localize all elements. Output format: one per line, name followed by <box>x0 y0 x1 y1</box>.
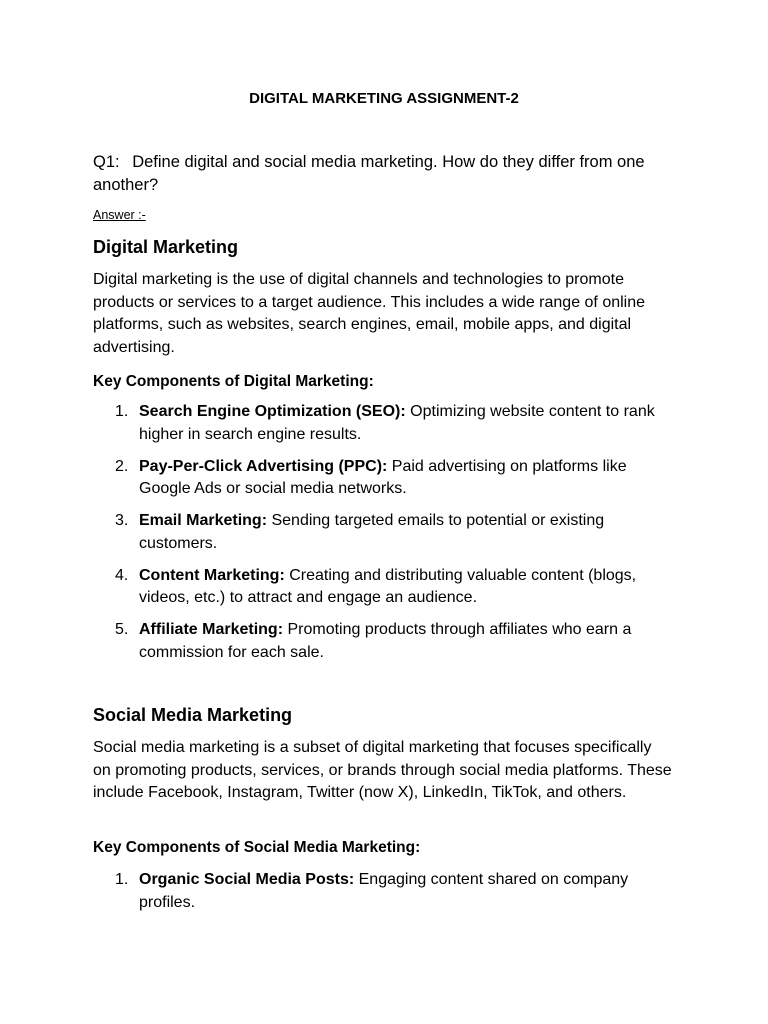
digital-marketing-paragraph: Digital marketing is the use of digital channels and technologies to promote products or services to a target audience. This includes a wide range of online platforms, such as websites, search engines, email, mobile apps, and digital advertising. <box>93 271 646 356</box>
digital-marketing-heading: Digital Marketing <box>93 237 239 257</box>
list-item <box>93 619 673 664</box>
list-item <box>93 510 673 555</box>
list-item-description: Promoting products through affiliates who earn a commission for each sale. <box>139 621 632 661</box>
list-item-term: Search Engine Optimization (SEO): <box>139 403 406 420</box>
document-title: DIGITAL MARKETING ASSIGNMENT-2 <box>249 90 519 107</box>
list-item <box>93 869 673 914</box>
list-item-number: 1. <box>115 403 129 420</box>
list-item-term: Email Marketing: <box>139 512 268 529</box>
list-item-term: Affiliate Marketing: <box>139 621 284 638</box>
social-media-marketing-paragraph: Social media marketing is a subset of digital marketing that focuses specifically on promoting products, services, or brands through social media platforms. These include Facebook, Instagram, Twitter (now X), LinkedIn, TikTok, and others. <box>93 739 672 801</box>
digital-components-heading: Key Components of Digital Marketing: <box>93 373 374 390</box>
question-1 <box>93 151 673 197</box>
list-item <box>93 565 673 610</box>
list-item-number: 5. <box>115 621 129 638</box>
list-item-description: Creating and distributing valuable content (blogs, videos, etc.) to attract and engage an audience. <box>139 566 637 606</box>
digital-components-list <box>93 401 673 674</box>
social-components-heading: Key Components of Social Media Marketing: <box>93 839 421 856</box>
list-item <box>93 456 673 501</box>
list-item-description: Engaging content shared on company profiles. <box>139 871 629 911</box>
list-item-number: 3. <box>115 512 129 529</box>
list-item-term: Content Marketing: <box>139 566 285 584</box>
list-item <box>93 401 673 446</box>
answer-label: Answer :- <box>93 208 146 222</box>
list-item-term: Pay-Per-Click Advertising (PPC): <box>139 457 388 475</box>
list-item-description: Optimizing website content to rank higher in search engine results. <box>139 403 655 443</box>
social-media-marketing-heading: Social Media Marketing <box>93 705 293 725</box>
list-item-number: 2. <box>115 457 129 475</box>
list-item-number: 1. <box>115 871 129 888</box>
list-item-number: 4. <box>115 566 129 584</box>
social-components-list <box>93 869 673 924</box>
question-text: Define digital and social media marketing. How do they differ from one another? <box>93 153 645 194</box>
list-item-description: Sending targeted emails to potential or existing customers. <box>139 512 605 552</box>
list-item-description: Paid advertising on platforms like Google Ads or social media networks. <box>139 457 627 497</box>
list-item-term: Organic Social Media Posts: <box>139 871 355 888</box>
question-number: Q1: <box>93 153 120 171</box>
